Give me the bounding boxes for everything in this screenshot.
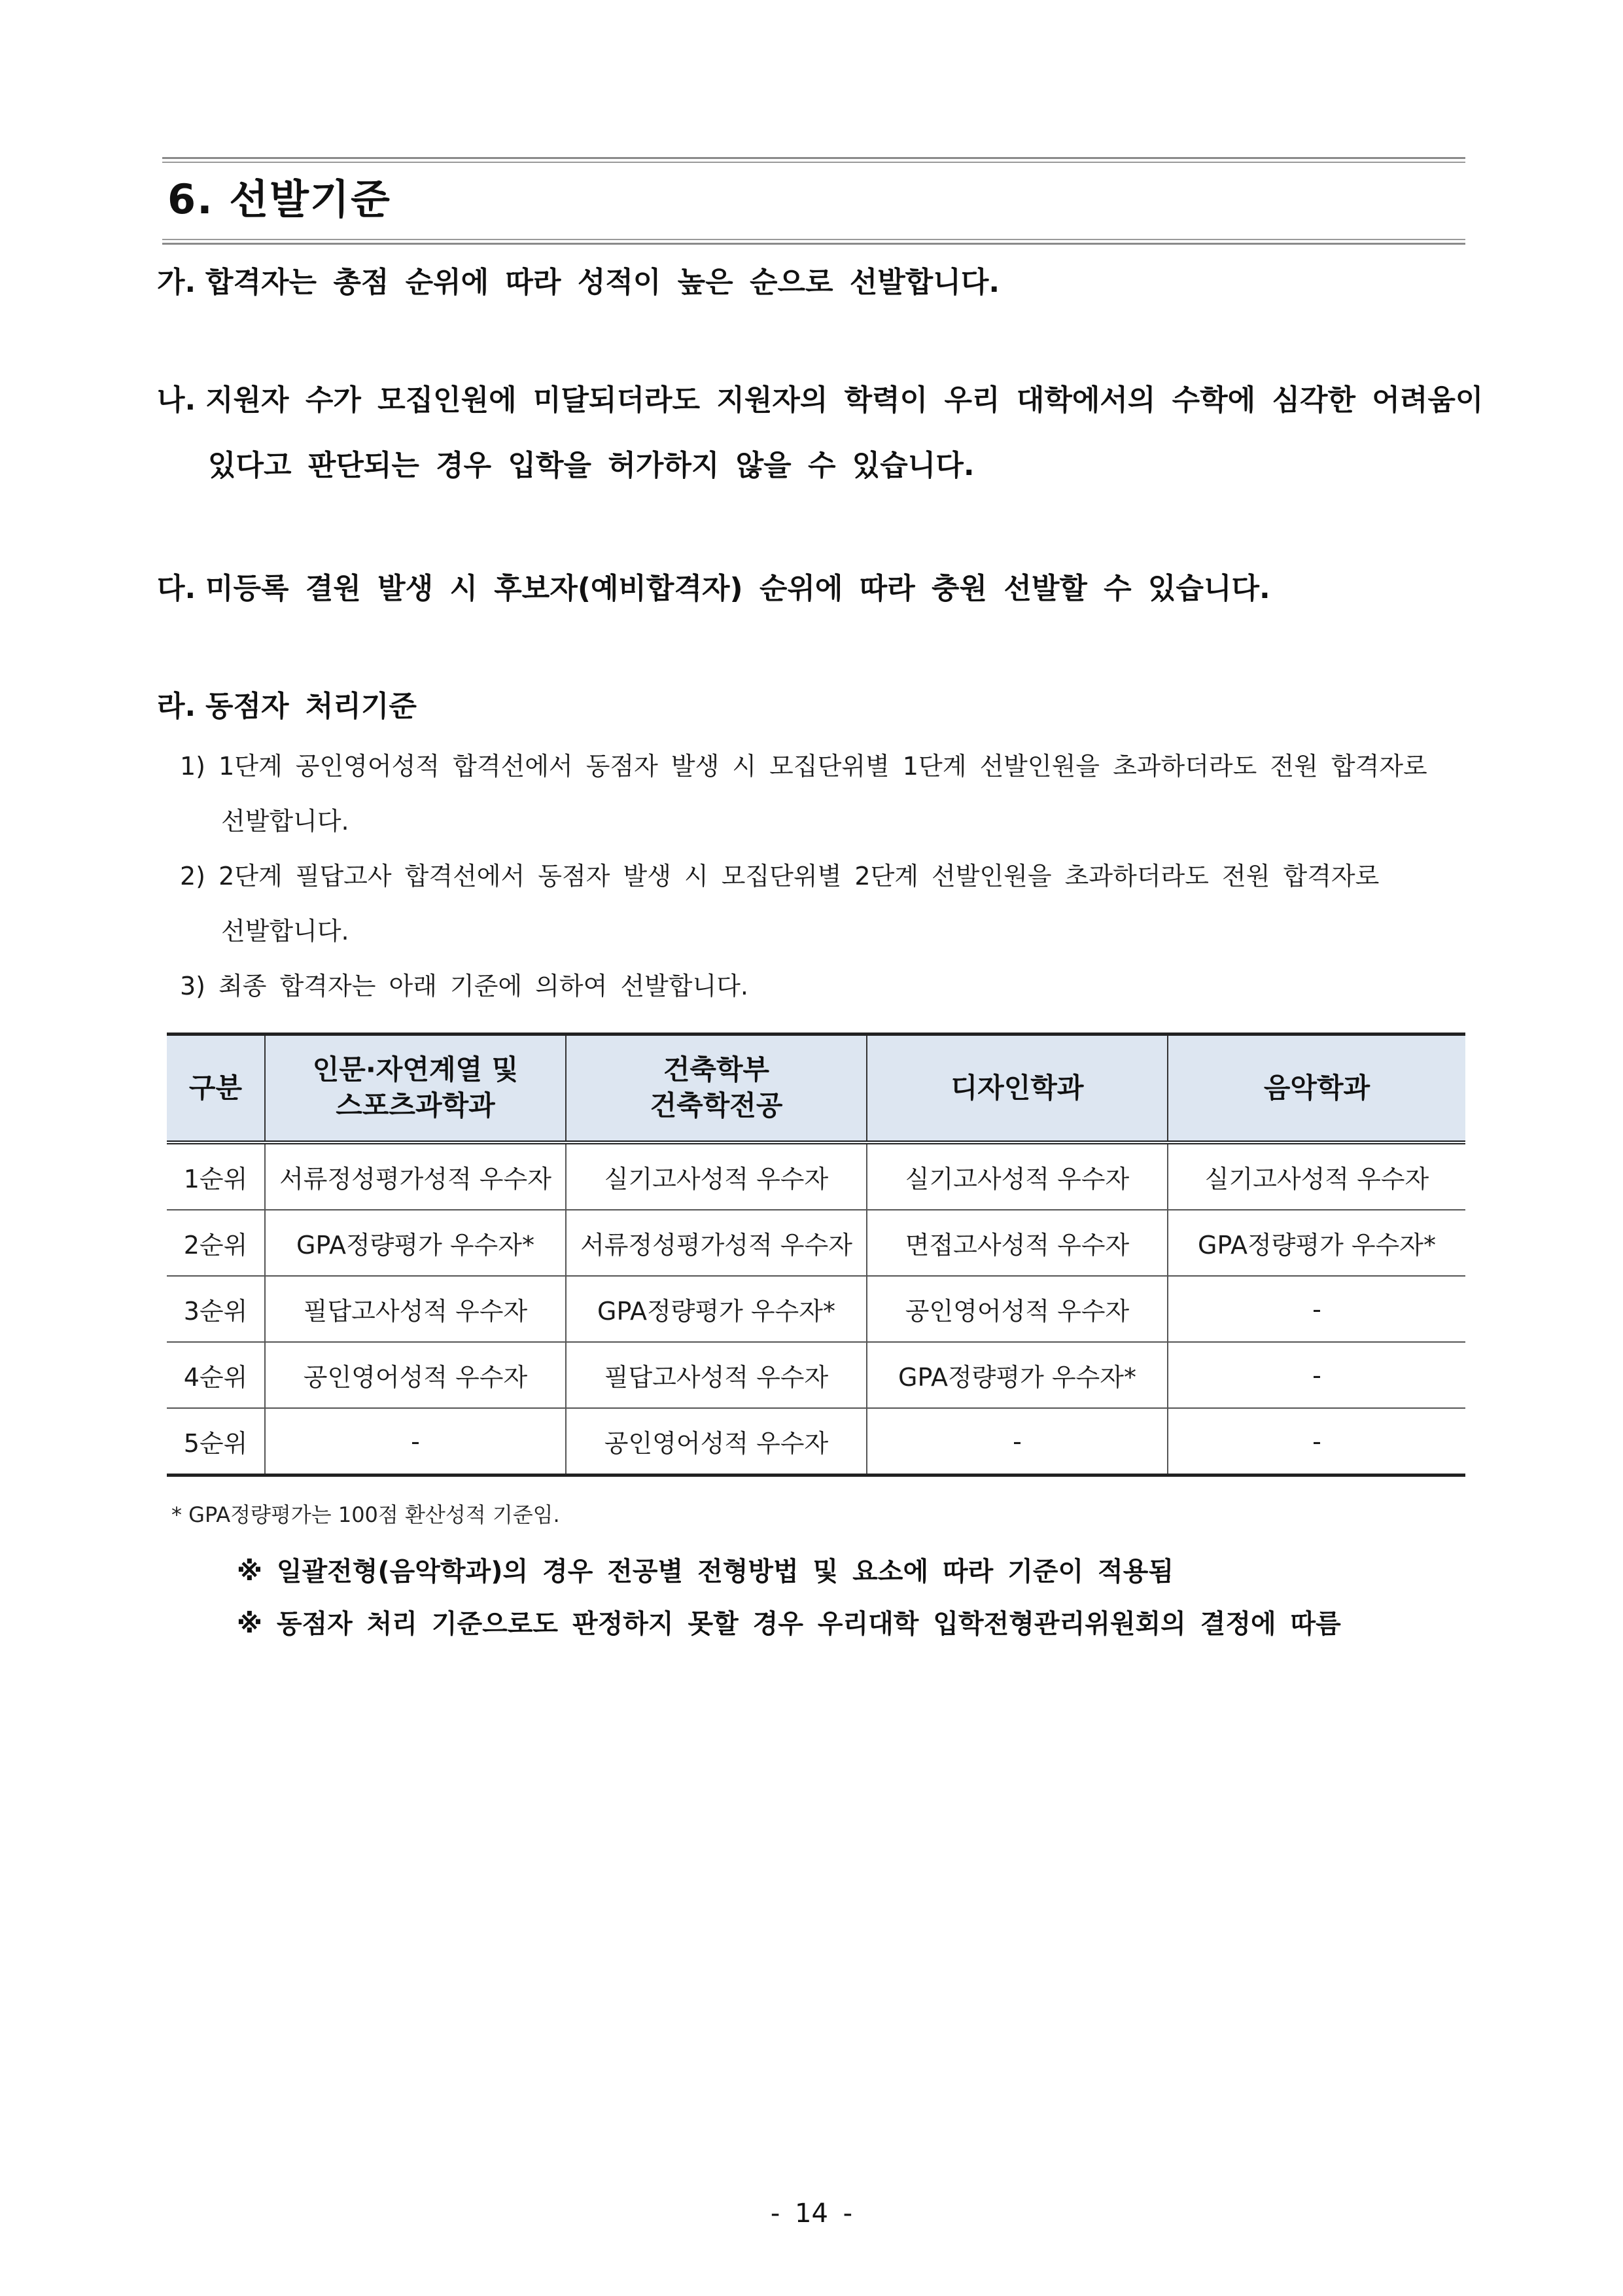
table-row bbox=[167, 1342, 1465, 1408]
table-cell: 면접고사성적 우수자 bbox=[867, 1210, 1168, 1276]
paragraph-na-continuation: 있다고 판단되는 경우 입학을 허가하지 않을 수 있습니다. bbox=[208, 449, 975, 482]
paragraph-marker: 라. bbox=[157, 690, 196, 723]
paragraph-text: 동점자 처리기준 bbox=[205, 690, 417, 723]
paragraph-marker: 나. bbox=[157, 383, 196, 417]
tie-rule-1-continuation: 선발합니다. bbox=[221, 807, 349, 836]
table-cell: GPA정량평가 우수자* bbox=[867, 1342, 1168, 1408]
header-rank: 구분 bbox=[167, 1034, 265, 1143]
table-cell: - bbox=[867, 1408, 1168, 1475]
table-cell: 공인영어성적 우수자 bbox=[265, 1342, 566, 1408]
table-row bbox=[167, 1276, 1465, 1342]
table-cell: 서류정성평가성적 우수자 bbox=[265, 1142, 566, 1210]
table-cell: 1순위 bbox=[167, 1142, 265, 1210]
note-tie-committee: ※ 동점자 처리 기준으로도 판정하지 못할 경우 우리대학 입학전형관리위원회의 결정에 따름 bbox=[237, 1609, 1341, 1639]
table-cell: - bbox=[265, 1408, 566, 1475]
table-cell: 2순위 bbox=[167, 1210, 265, 1276]
table-cell: 실기고사성적 우수자 bbox=[867, 1142, 1168, 1210]
page-number: - 14 - bbox=[770, 2199, 853, 2229]
table-cell: 실기고사성적 우수자 bbox=[566, 1142, 867, 1210]
header-music: 음악학과 bbox=[1168, 1034, 1465, 1143]
table-cell: 필답고사성적 우수자 bbox=[265, 1276, 566, 1342]
paragraph-da bbox=[157, 574, 1270, 603]
table-cell: 4순위 bbox=[167, 1342, 265, 1408]
table-row bbox=[167, 1408, 1465, 1475]
table-cell: 공인영어성적 우수자 bbox=[867, 1276, 1168, 1342]
paragraph-marker: 다. bbox=[157, 572, 196, 605]
selection-criteria-table bbox=[167, 1033, 1465, 1477]
table-cell: 5순위 bbox=[167, 1408, 265, 1475]
table-cell: - bbox=[1168, 1276, 1465, 1342]
table-cell: GPA정량평가 우수자* bbox=[265, 1210, 566, 1276]
section-heading bbox=[162, 157, 1465, 245]
tie-rule-3: 3) 최종 합격자는 아래 기준에 의하여 선발합니다. bbox=[180, 972, 749, 1000]
table-cell: 필답고사성적 우수자 bbox=[566, 1342, 867, 1408]
note-music-admission: ※ 일괄전형(음악학과)의 경우 전공별 전형방법 및 요소에 따라 기준이 적용됨 bbox=[237, 1557, 1174, 1587]
gpa-footnote: * GPA정량평가는 100점 환산성적 기준임. bbox=[171, 1502, 560, 1527]
table-cell: 실기고사성적 우수자 bbox=[1168, 1142, 1465, 1210]
tie-rule-2-continuation: 선발합니다. bbox=[221, 917, 349, 945]
table-cell: 3순위 bbox=[167, 1276, 265, 1342]
header-design: 디자인학과 bbox=[867, 1034, 1168, 1143]
header-humanities-science: 인문·자연계열 및 스포츠과학과 bbox=[265, 1034, 566, 1143]
table-row bbox=[167, 1142, 1465, 1210]
table-cell: - bbox=[1168, 1342, 1465, 1408]
section-title: 6. 선발기준 bbox=[167, 175, 391, 223]
paragraph-text: 미등록 결원 발생 시 후보자(예비합격자) 순위에 따라 충원 선발할 수 있습니다. bbox=[205, 572, 1270, 605]
paragraph-text: 지원자 수가 모집인원에 미달되더라도 지원자의 학력이 우리 대학에서의 수학에 심각한 어려움이 bbox=[205, 383, 1484, 417]
table-header-row bbox=[167, 1034, 1465, 1143]
table-cell: 공인영어성적 우수자 bbox=[566, 1408, 867, 1475]
table-cell: 서류정성평가성적 우수자 bbox=[566, 1210, 867, 1276]
table-row bbox=[167, 1210, 1465, 1276]
tie-rule-1: 1) 1단계 공인영어성적 합격선에서 동점자 발생 시 모집단위별 1단계 선발인원을 초과하더라도 전원 합격자로 bbox=[180, 752, 1427, 781]
heading-top-rule bbox=[162, 157, 1465, 159]
header-architecture: 건축학부 건축학전공 bbox=[566, 1034, 867, 1143]
paragraph-text: 합격자는 총점 순위에 따라 성적이 높은 순으로 선발합니다. bbox=[205, 266, 1000, 299]
heading-bottom-rule-inner bbox=[162, 239, 1465, 240]
paragraph-na bbox=[157, 383, 1484, 417]
paragraph-ra bbox=[157, 692, 417, 721]
heading-bottom-rule bbox=[162, 243, 1465, 245]
paragraph-marker: 가. bbox=[157, 266, 196, 299]
tie-rule-2: 2) 2단계 필답고사 합격선에서 동점자 발생 시 모집단위별 2단계 선발인원을 초과하더라도 전원 합격자로 bbox=[180, 862, 1380, 891]
paragraph-ga bbox=[157, 268, 1000, 297]
table-cell: - bbox=[1168, 1408, 1465, 1475]
table-cell: GPA정량평가 우수자* bbox=[566, 1276, 867, 1342]
table-cell: GPA정량평가 우수자* bbox=[1168, 1210, 1465, 1276]
